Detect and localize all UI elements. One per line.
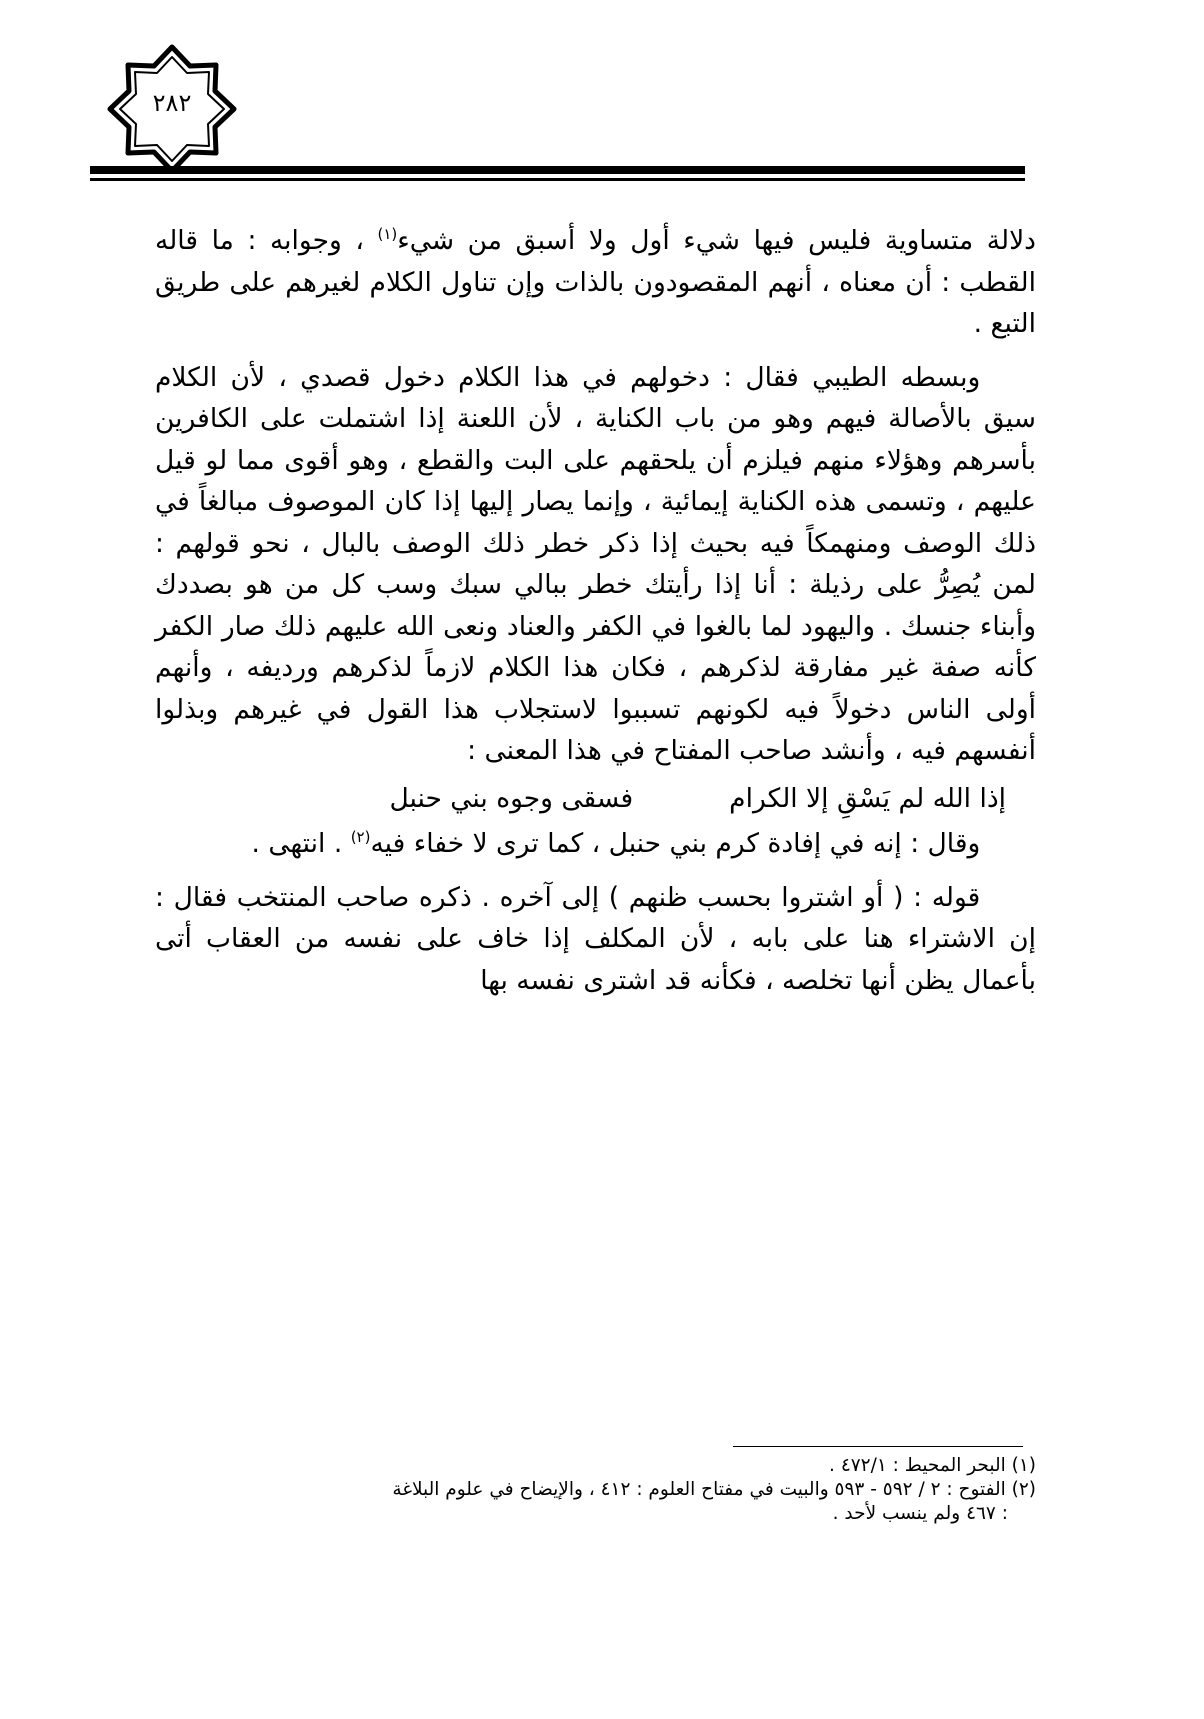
verse-hemistich-1: إذا الله لم يَسْقِ إلا الكرام — [729, 782, 1006, 814]
footnote-ref-1: (١) — [377, 225, 398, 244]
footnote-1: (١) البحر المحيط : ٤٧٢/١ . — [829, 1455, 1036, 1476]
paragraph-2: وبسطه الطيبي فقال : دخولهم في هذا الكلام دخول قصدي ، لأن الكلام سيق بالأصالة فيهم وهو من باب الكناية ، لأن اللعنة إذا اشتملت على الكافرين بأسرهم وهؤلاء منهم فيلزم أن يلحقهم على البت والقطع ، وهو أقوى مما لو قيل عليهم ، وتسمى هذه الكناية إيمائية ، وإنما يصار إليها إذا كان الموصوف مبالغاً في ذلك الوصف ومنهمكاً فيه بحيث إذا ذكر خطر ذلك الوصف بالبال ، نحو قولهم : لمن يُصِرُّ على رذيلة : أنا إذا رأيتك خطر ببالي سبك وسب كل من هو بصددك وأبناء جنسك . واليهود لما بالغوا في الكفر والعناد ونعى الله عليهم ذلك صار الكفر كأنه صفة غير مفارقة لذكرهم ، فكان هذا الكلام لازماً لذكرهم ورديفه ، وأنهم أولى الناس دخولاً فيه لكونهم تسببوا لاستجلاب هذا القول في غيرهم وبذلوا أنفسهم فيه ، وأنشد صاحب المفتاح في هذا المعنى : — [155, 361, 1036, 766]
paragraph-1-text-a: دلالة متساوية فليس فيها شيء أول ولا أسبق من شيء — [397, 225, 1036, 256]
paragraph-1 — [155, 220, 1036, 345]
page-number: ٢٨٢ — [152, 89, 192, 117]
verse-hemistich-2: فسقى وجوه بني حنبل — [389, 782, 634, 814]
footnote-ref-2: (٢) — [350, 828, 371, 847]
footnote-2: (٢) الفتوح : ٢ / ٥٩٢ - ٥٩٣ والبيت في مفتاح العلوم : ٤١٢ ، والإيضاح في علوم البلاغة — [392, 1479, 1036, 1500]
footnote-2-continued: : ٤٦٧ ولم ينسب لأحد . — [832, 1503, 1008, 1524]
poem-verse — [155, 778, 1036, 820]
footnotes — [155, 1454, 1036, 1526]
main-text — [155, 220, 1036, 1001]
paragraph-3-text-b: . انتهى . — [251, 828, 351, 859]
header-rule-thin — [90, 178, 1025, 181]
header-rule-thick — [90, 166, 1025, 174]
paragraph-1-text-b: ، وجوابه : ما قاله القطب : أن معناه ، أنهم المقصودون بالذات وإن تناول الكلام لغيرهم على طريق التبع . — [155, 225, 1036, 339]
paragraph-4: قوله : ( أو اشتروا بحسب ظنهم ) إلى آخره . ذكره صاحب المنتخب فقال : إن الاشتراء هنا على بابه ، لأن المكلف إذا خاف على نفسه من العقاب أتى بأعمال يظن أنها تخلصه ، فكأنه قد اشترى نفسه بها — [155, 881, 1036, 996]
paragraph-3 — [155, 823, 1036, 865]
footnote-separator — [733, 1446, 1023, 1447]
paragraph-3-text-a: وقال : إنه في إفادة كرم بني حنبل ، كما ترى لا خفاء فيه — [370, 828, 981, 859]
